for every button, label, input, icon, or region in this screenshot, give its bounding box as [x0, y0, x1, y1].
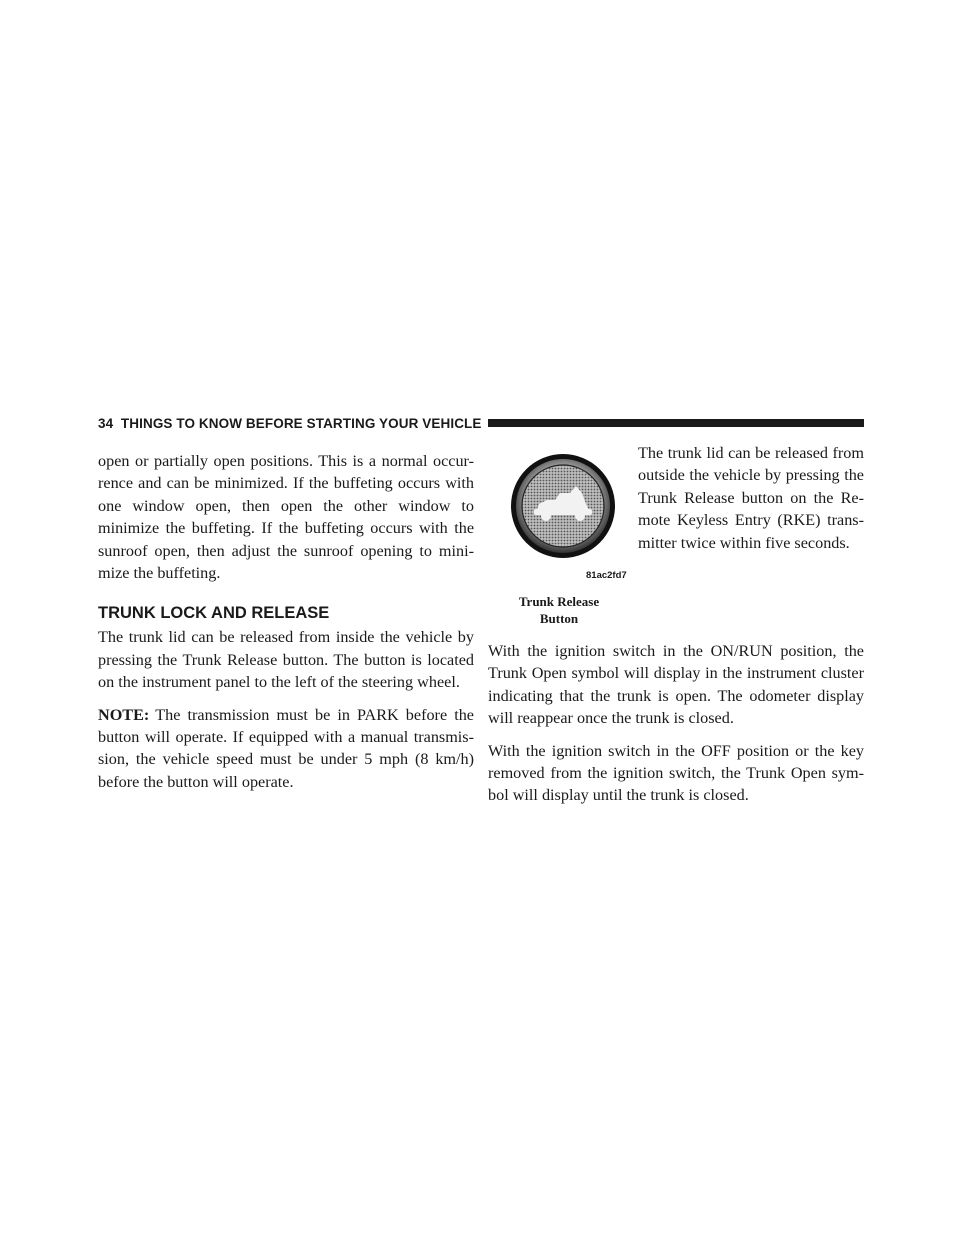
intro-paragraph: open or partially open positions. This is a normal occur-rence and can be minimized. If the buffeting occurs with one window open, then open the other window to minimize the buffeting. If the buffeting occurs with the sunroof open, then adjust the sunroof opening to mini-mize the buffeting.	[98, 452, 474, 583]
note-text: The transmission must be in PARK before the button will operate. If equipped with a manual transmis-sion, the vehicle speed must be under 5 mph (8 km/h) before the button will operate.	[98, 705, 474, 791]
page-number: 34	[98, 415, 114, 431]
page-header	[98, 414, 864, 432]
caption-line-2: Button	[539, 611, 579, 626]
left-column	[98, 450, 474, 793]
release-paragraph: The trunk lid can be released from inside the vehicle by pressing the Trunk Release button. The button is located on the instrument panel to the left of the steering wheel.	[98, 628, 474, 692]
figure-caption	[506, 593, 612, 627]
section-title: THINGS TO KNOW BEFORE STARTING YOUR VEHICLE	[120, 415, 482, 431]
note-paragraph	[98, 704, 474, 794]
header-title	[98, 416, 482, 431]
caption-line-1: Trunk Release	[518, 594, 600, 609]
note-label: NOTE:	[98, 705, 150, 724]
trunk-release-figure	[500, 446, 628, 588]
right-column	[488, 640, 864, 807]
figure-id: 81ac2fd7	[586, 570, 627, 581]
trunk-release-button-icon	[500, 446, 628, 566]
off-position-paragraph: With the ignition switch in the OFF position or the key removed from the ignition switch, the Trunk Open sym-bol will display until the trunk is closed.	[488, 741, 864, 805]
side-paragraph: The trunk lid can be released from outside the vehicle by pressing the Trunk Release button on the Re-mote Keyless Entry (RKE) trans-mitter twice within five seconds.	[638, 444, 864, 552]
cluster-paragraph: With the ignition switch in the ON/RUN position, the Trunk Open symbol will display in the instrument cluster indicating that the trunk is open. The odometer display will reappear once the trunk is closed.	[488, 642, 864, 728]
header-rule	[488, 419, 865, 427]
section-heading: TRUNK LOCK AND RELEASE	[98, 604, 330, 623]
